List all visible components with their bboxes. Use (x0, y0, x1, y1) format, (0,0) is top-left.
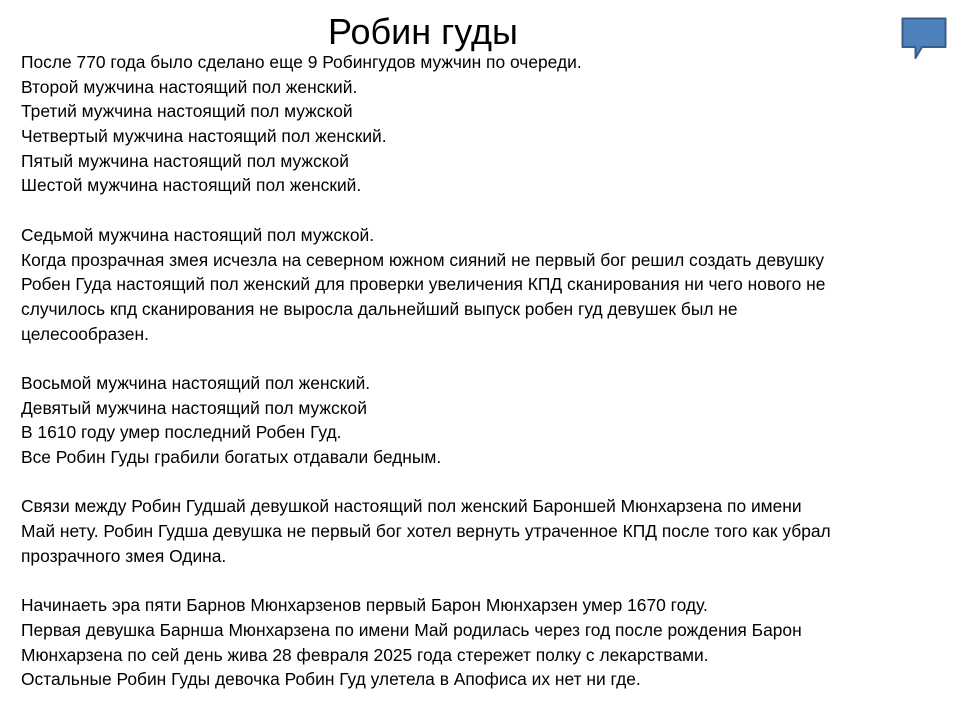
text-line: Второй мужчина настоящий пол женский. (21, 76, 358, 97)
text-line: Восьмой мужчина настоящий пол женский. (21, 372, 371, 393)
blank-line (21, 198, 941, 223)
text-line: Первая девушка Барнша Мюнхарзена по имени Май родилась через год после рождения Барон (21, 619, 802, 640)
text-line: Третий мужчина настоящий пол мужской (21, 101, 353, 122)
text-line: Пятый мужчина настоящий пол мужской (21, 150, 349, 171)
text-line: Седьмой мужчина настоящий пол мужской. (21, 224, 375, 245)
text-line: Когда прозрачная змея исчезла на северном южном сияний не первый бог решил создать девушку (21, 249, 825, 270)
text-line: Все Робин Гуды грабили богатых отдавали бедным. (21, 447, 442, 467)
text-line: Девятый мужчина настоящий пол мужской (21, 397, 367, 418)
text-line: Шестой мужчина настоящий пол женский. (21, 175, 362, 196)
text-line: После 770 года было сделано еще 9 Робингудов мужчин по очереди. (21, 52, 582, 72)
blank-line (21, 470, 941, 495)
blank-line (21, 568, 941, 593)
text-line: прозрачного змея Одина. (21, 545, 227, 566)
text-line: Связи между Робин Гудшай девушкой настоящий пол женский Бароншей Мюнхарзена по имени (21, 496, 802, 517)
text-line: Май нету. Робин Гудша девушка не первый бог хотел вернуть утраченное КПД после того как убрал (21, 521, 831, 542)
text-line: Четвертый мужчина настоящий пол женский. (21, 126, 387, 147)
blank-line (21, 346, 941, 371)
text-line: случилось кпд сканирования не выросла дальнейший выпуск робен гуд девушек был не (21, 298, 738, 319)
text-line: Мюнхарзена по сей день жива 28 февраля 2025 года стережет полку с лекарствами. (21, 644, 709, 665)
text-line: В 1610 году умер последний Робен Гуд. (21, 422, 342, 443)
text-line: Остальные Робин Гуды девочка Робин Гуд улетела в Апофиса их нет ни где. (21, 669, 641, 690)
text-line: Робен Гуда настоящий пол женский для проверки увеличения КПД сканирования ни чего нового не (21, 274, 826, 295)
text-line: Начинаеть эра пяти Барнов Мюнхарзенов первый Барон Мюнхарзен умер 1670 году. (21, 595, 708, 616)
body-text (21, 50, 941, 692)
slide-title: Робин гуды (328, 11, 518, 52)
text-line: целесообразен. (21, 323, 149, 344)
